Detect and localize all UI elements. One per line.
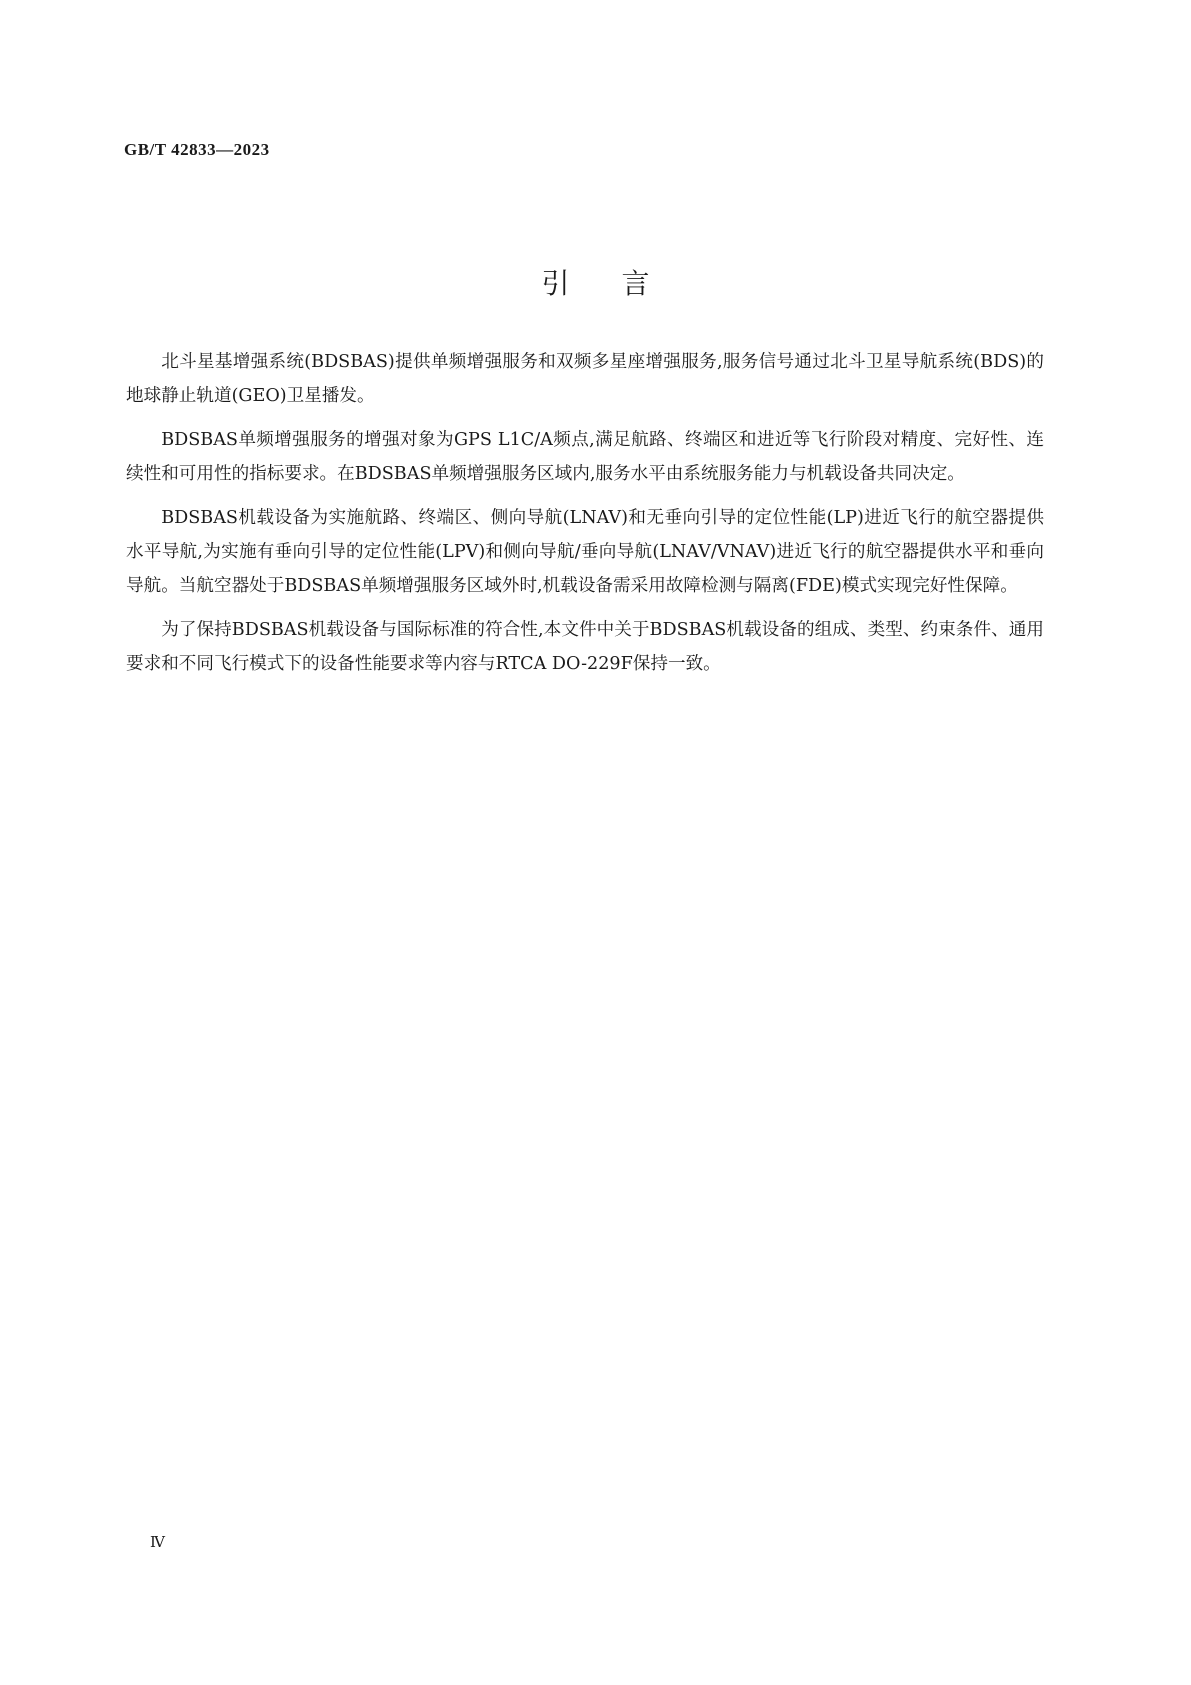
page-title: [0, 262, 1191, 302]
title-char-1: 引: [541, 266, 570, 300]
paragraph-4: 为了保持BDSBAS机载设备与国际标准的符合性,本文件中关于BDSBAS机载设备的组成、类型、约束条件、通用要求和不同飞行模式下的设备性能要求等内容与RTCA DO-229F保持一致。: [126, 620, 1044, 674]
paragraph-3: BDSBAS机载设备为实施航路、终端区、侧向导航(LNAV)和无垂向引导的定位性能(LP)进近飞行的航空器提供水平导航,为实施有垂向引导的定位性能(LPV)和侧向导航/垂向导航(LNAV/VNAV)进近飞行的航空器提供水平和垂向导航。当航空器处于BDSBAS单频增强服务区域外时,机载设备需采用故障检测与隔离(FDE)模式实现完好性保障。: [126, 508, 1044, 596]
paragraph-2: BDSBAS单频增强服务的增强对象为GPS L1C/A频点,满足航路、终端区和进近等飞行阶段对精度、完好性、连续性和可用性的指标要求。在BDSBAS单频增强服务区域内,服务水平由系统服务能力与机载设备共同决定。: [126, 430, 1044, 484]
introduction-body: [126, 345, 1044, 691]
paragraph-1: 北斗星基增强系统(BDSBAS)提供单频增强服务和双频多星座增强服务,服务信号通过北斗卫星导航系统(BDS)的地球静止轨道(GEO)卫星播发。: [126, 352, 1044, 406]
standard-code: GB/T 42833—2023: [124, 140, 270, 159]
page-number: Ⅳ: [150, 1535, 165, 1551]
title-char-2: 言: [621, 266, 650, 300]
